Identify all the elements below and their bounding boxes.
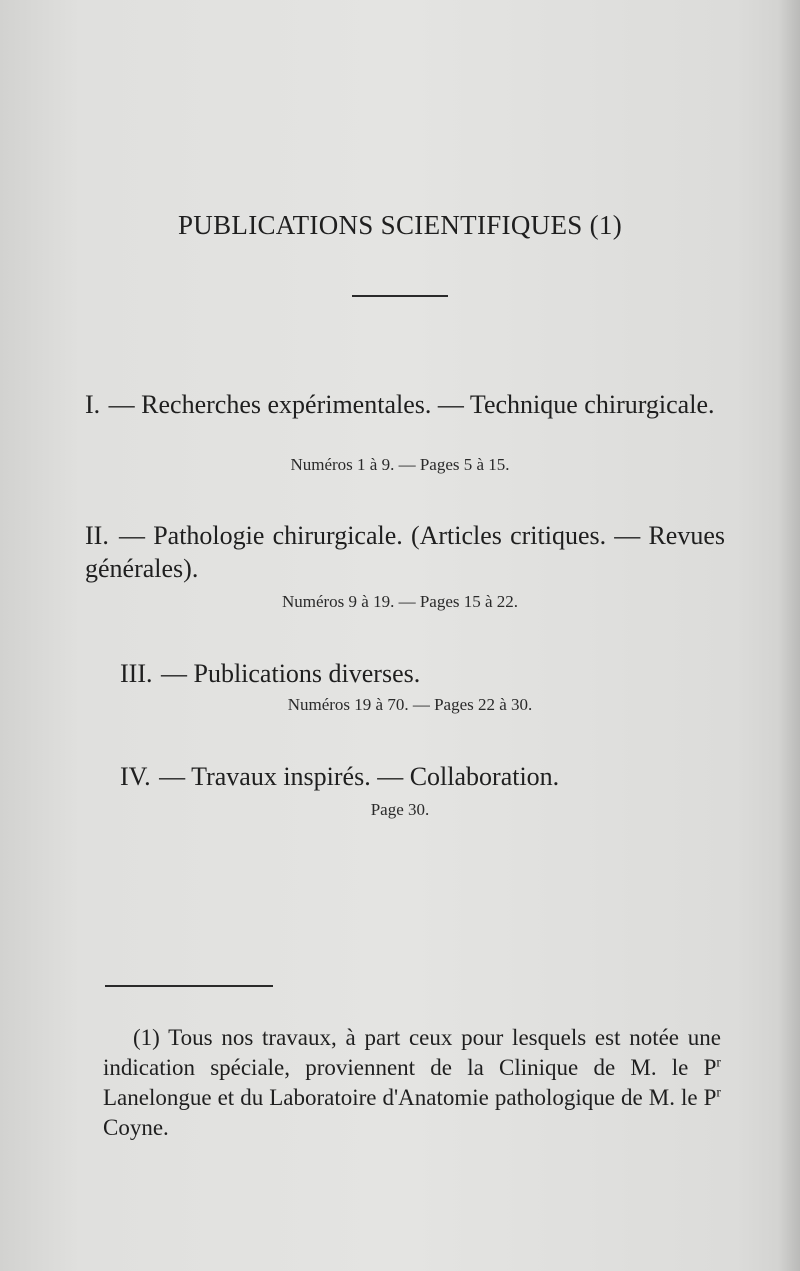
section-4 xyxy=(120,760,720,793)
footnote xyxy=(103,1023,721,1143)
page-edge-shadow xyxy=(778,0,800,1271)
footnote-text-3: Coyne. xyxy=(103,1115,169,1140)
page-title: PUBLICATIONS SCIENTIFIQUES (1) xyxy=(177,210,622,240)
footnote-marker: (1) xyxy=(133,1025,160,1050)
section-3-heading: — Publications diverses. xyxy=(160,659,421,688)
section-4-reference: Page 30. xyxy=(370,800,430,819)
section-4-numeral: IV. xyxy=(120,762,151,791)
section-1-heading: — Recherches expérimentales. — Technique chirurgicale. xyxy=(108,390,715,419)
section-3-reference: Numéros 19 à 70. — Pages 22 à 30. xyxy=(287,695,533,714)
section-1-numeral: I. xyxy=(85,390,101,419)
title-divider xyxy=(352,295,448,297)
footnote-sup-2: r xyxy=(716,1084,721,1100)
footnote-text-2: Lanelongue et du Laboratoire d'Anatomie pathologique de M. le P xyxy=(103,1085,717,1110)
section-1-reference: Numéros 1 à 9. — Pages 5 à 15. xyxy=(290,455,510,474)
section-3-numeral: III. xyxy=(120,659,153,688)
section-1 xyxy=(85,388,725,421)
section-4-heading: — Travaux inspirés. — Collaboration. xyxy=(159,762,560,791)
section-2-numeral: II. xyxy=(85,521,109,550)
section-3 xyxy=(120,657,720,690)
section-2-heading: — Pathologie chirurgicale. (Articles critiques. — Revues générales). xyxy=(85,521,726,583)
section-2 xyxy=(85,519,725,585)
footnote-text-1: Tous nos travaux, à part ceux pour lesquels est notée une indication spéciale, proviennent de la Clinique de M. le P xyxy=(103,1025,721,1080)
section-2-reference: Numéros 9 à 19. — Pages 15 à 22. xyxy=(281,592,519,611)
footnote-sup-1: r xyxy=(716,1054,721,1070)
footnote-divider xyxy=(105,985,273,987)
